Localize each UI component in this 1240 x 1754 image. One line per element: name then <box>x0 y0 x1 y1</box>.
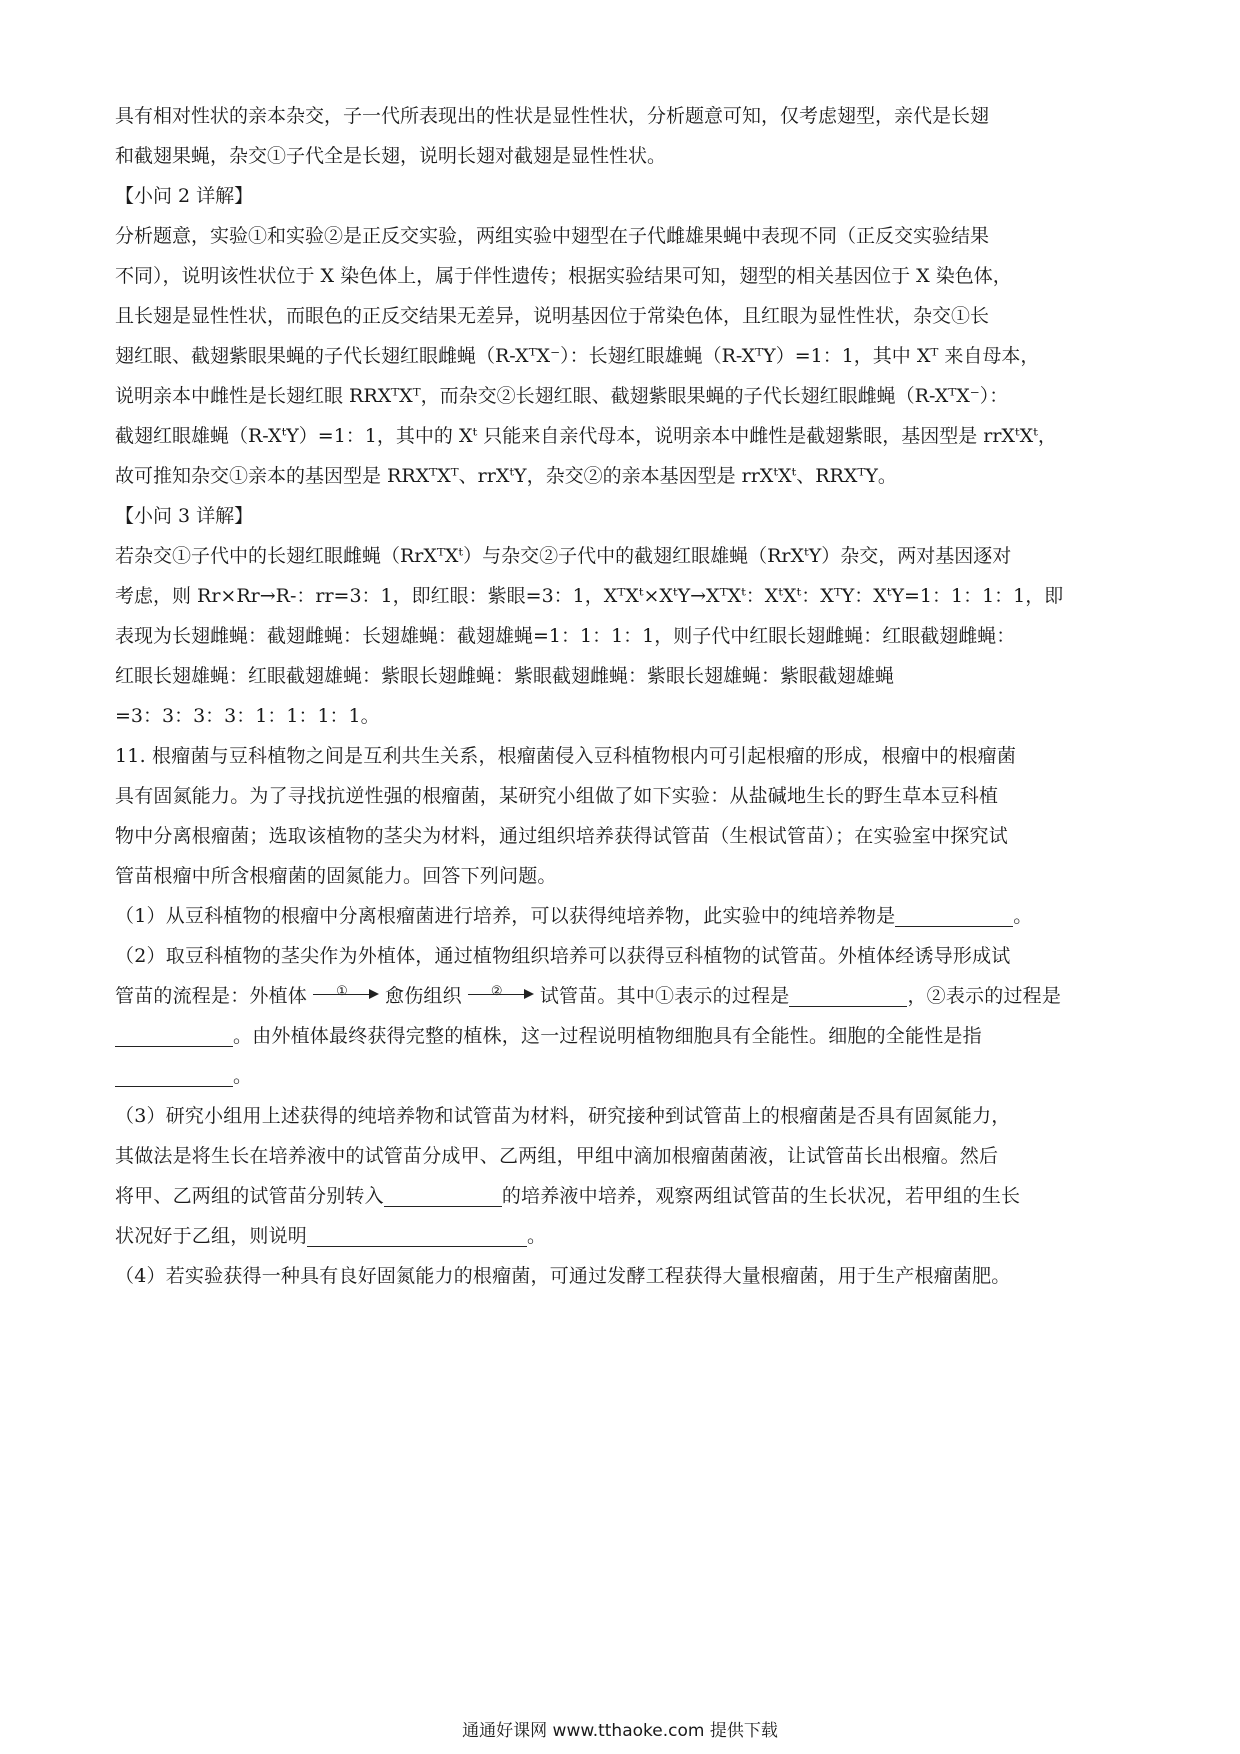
text-line: 若杂交①子代中的长翅红眼雌蝇（RrXᵀXᵗ）与杂交②子代中的截翅红眼雄蝇（RrXᵗY）杂交，两对基因逐对 <box>115 545 1012 567</box>
text-line: 分析题意，实验①和实验②是正反交实验，两组实验中翅型在子代雌雄果蝇中表现不同（正反交实验结果 <box>115 225 990 247</box>
text-line: 翅红眼、截翅紫眼果蝇的子代长翅红眼雌蝇（R-XᵀX⁻）：长翅红眼雄蝇（R-XᵀY）=1：1，其中 Xᵀ 来自母本， <box>115 345 1040 367</box>
question-1: （1）从豆科植物的根瘤中分离根瘤菌进行培养，可以获得纯培养物，此实验中的纯培养物是 。 <box>115 905 1033 927</box>
text-line: 和截翅果蝇，杂交①子代全是长翅，说明长翅对截翅是显性性状。 <box>115 145 667 167</box>
footer-watermark: 通通好课网 www.tthaoke.com 提供下载 <box>462 1721 778 1741</box>
question-text: 11. 根瘤菌与豆科植物之间是互利共生关系，根瘤菌侵入豆科植物根内可引起根瘤的形成，根瘤中的根瘤菌 <box>115 745 1017 767</box>
text-line: 且长翅是显性性状，而眼色的正反交结果无差异，说明基因位于常染色体，且红眼为显性性状，杂交①长 <box>115 305 990 327</box>
arrow-icon: ② <box>466 984 536 1004</box>
text-line: 说明亲本中雌性是长翅红眼 RRXᵀXᵀ，而杂交②长翅红眼、截翅紫眼果蝇的子代长翅红眼雌蝇（R-XᵀX⁻）： <box>115 385 1009 407</box>
question-2-line-3: 。由外植体最终获得完整的植株，这一过程说明植物细胞具有全能性。细胞的全能性是指 <box>115 1016 1135 1056</box>
answer-blank <box>384 1184 502 1207</box>
text-line: 考虑，则 Rr×Rr→R-：rr=3：1，即红眼：紫眼=3：1，XᵀXᵗ×XᵗY→XᵀXᵗ：XᵗXᵗ：XᵀY：XᵗY=1：1：1：1，即 <box>115 585 1064 607</box>
section-heading: 【小问 3 详解】 <box>115 505 254 527</box>
question-2-line-1: （2）取豆科植物的茎尖作为外植体，通过植物组织培养可以获得豆科植物的试管苗。外植体经诱导形成试 <box>115 945 1011 967</box>
question-3-line-2: 其做法是将生长在培养液中的试管苗分成甲、乙两组，甲组中滴加根瘤菌菌液，让试管苗长出根瘤。然后 <box>115 1145 999 1167</box>
question-2-line-2: 管苗的流程是：外植体 ① 愈伤组织 ② 试管苗。其中①表示的过程是 ，②表示的过程是 <box>115 984 1062 1007</box>
text-line: 不同），说明该性状位于 X 染色体上，属于伴性遗传；根据实验结果可知，翅型的相关基因位于 X 染色体， <box>115 265 1012 287</box>
question-2-line-4: 。 <box>115 1056 1135 1096</box>
question-text: 物中分离根瘤菌；选取该植物的茎尖为材料，通过组织培养获得试管苗（生根试管苗）；在实验室中探究试 <box>115 825 1008 847</box>
arrow-icon: ① <box>311 984 381 1004</box>
text-line: 表现为长翅雌蝇：截翅雌蝇：长翅雄蝇：截翅雄蝇=1：1：1：1，则子代中红眼长翅雌蝇：红眼截翅雌蝇： <box>115 625 1016 647</box>
text-line: 红眼长翅雄蝇：红眼截翅雄蝇：紫眼长翅雌蝇：紫眼截翅雌蝇：紫眼长翅雄蝇：紫眼截翅雄蝇 <box>115 665 895 687</box>
answer-blank <box>895 904 1013 927</box>
text-line: 具有相对性状的亲本杂交，子一代所表现出的性状是显性性状，分析题意可知，仅考虑翅型，亲代是长翅 <box>115 105 990 127</box>
question-3-line-4: 状况好于乙组，则说明 。 <box>115 1225 547 1247</box>
document-page <box>115 96 1135 1296</box>
text-line: =3：3：3：3：1：1：1：1。 <box>115 705 380 727</box>
answer-blank <box>789 984 907 1007</box>
question-3-line-1: （3）研究小组用上述获得的纯培养物和试管苗为材料，研究接种到试管苗上的根瘤菌是否具有固氮能力， <box>115 1105 1011 1127</box>
question-4-line-1: （4）若实验获得一种具有良好固氮能力的根瘤菌，可通过发酵工程获得大量根瘤菌，用于生产根瘤菌肥。 <box>115 1265 1011 1287</box>
answer-blank <box>115 1064 233 1087</box>
question-text: 具有固氮能力。为了寻找抗逆性强的根瘤菌，某研究小组做了如下实验：从盐碱地生长的野生草本豆科植 <box>115 785 999 807</box>
question-3-line-3: 将甲、乙两组的试管苗分别转入 的培养液中培养，观察两组试管苗的生长状况，若甲组的生长 <box>115 1185 1021 1207</box>
text-line: 截翅红眼雄蝇（R-XᵗY）=1：1，其中的 Xᵗ 只能来自亲代母本，说明亲本中雌性是截翅紫眼，基因型是 rrXᵗXᵗ， <box>115 425 1057 447</box>
question-1-text: （1）从豆科植物的根瘤中分离根瘤菌进行培养，可以获得纯培养物，此实验中的纯培养物是 <box>115 905 896 927</box>
answer-blank <box>115 1024 233 1047</box>
answer-blank <box>307 1224 527 1247</box>
question-text: 管苗根瘤中所含根瘤菌的固氮能力。回答下列问题。 <box>115 865 557 887</box>
text-line: 故可推知杂交①亲本的基因型是 RRXᵀXᵀ、rrXᵗY，杂交②的亲本基因型是 rrXᵗXᵗ、RRXᵀY。 <box>115 465 897 487</box>
section-heading: 【小问 2 详解】 <box>115 185 254 207</box>
